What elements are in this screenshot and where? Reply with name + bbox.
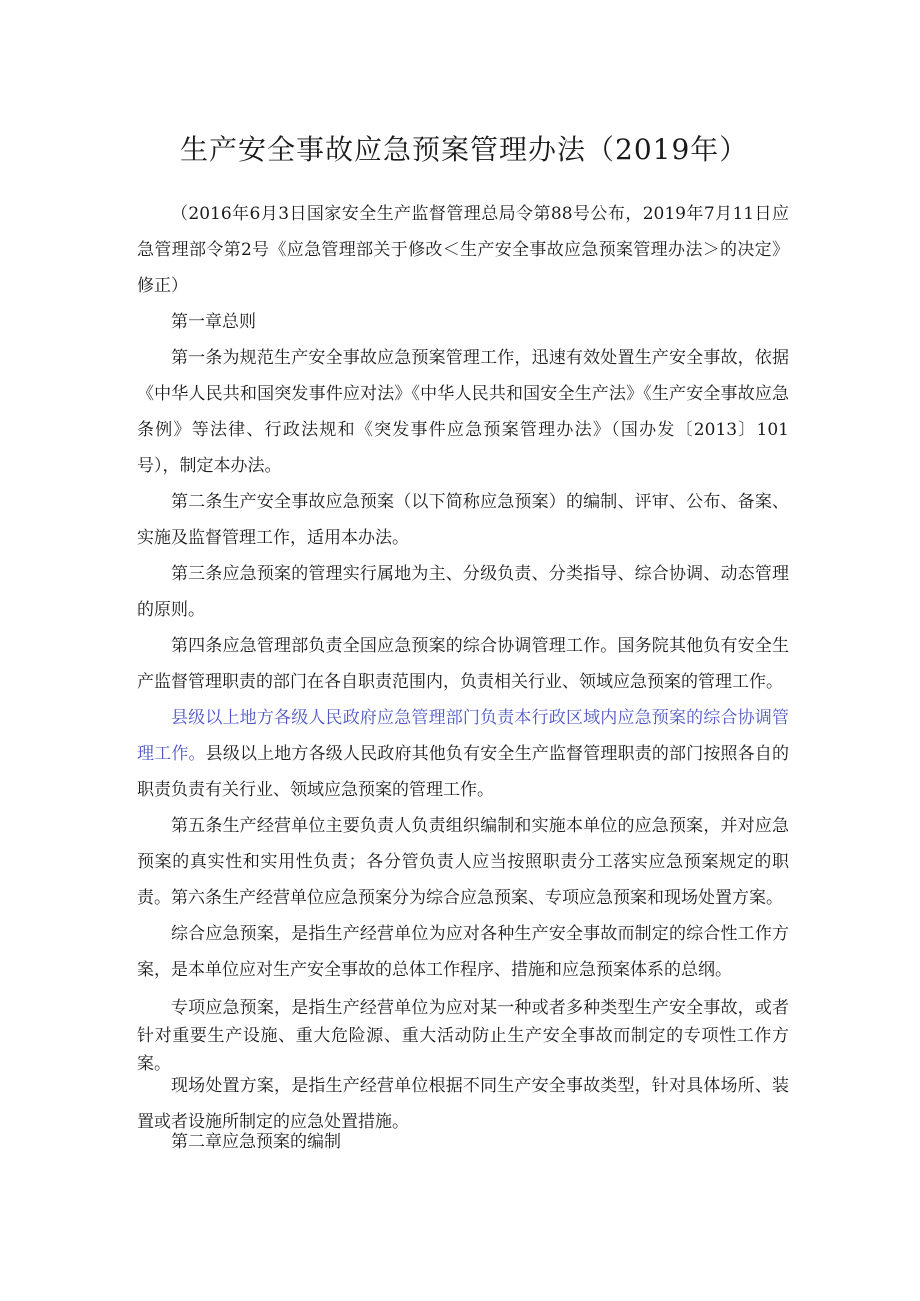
article-4-paragraph-2 [137, 700, 789, 808]
chapter-2-heading: 第二章应急预案的编制 [171, 1132, 341, 1152]
document-title: 生产安全事故应急预案管理办法（2019年） [180, 133, 749, 166]
article-6-comprehensive: 综合应急预案，是指生产经营单位为应对各种生产安全事故而制定的综合性工作方案，是本单位应对生产安全事故的总体工作程序、措施和应急预案体系的总纲。 [137, 924, 789, 980]
amendment-note: （2016年6月3日国家安全生产监督管理总局令第88号公布，2019年7月11日应急管理部令第2号《应急管理部关于修改＜生产安全事故应急预案管理办法＞的决定》修正） [137, 204, 789, 296]
chapter-1-heading: 第一章总则 [171, 312, 256, 332]
article-3: 第三条应急预案的管理实行属地为主、分级负责、分类指导、综合协调、动态管理的原则。 [137, 564, 789, 620]
highlighted-text[interactable]: 县级以上地方各级人民政府应急管理部门负责本行政区域内应急预案的综合协调管理工作。 [137, 708, 789, 764]
article-1: 第一条为规范生产安全事故应急预案管理工作，迅速有效处置生产安全事故，依据《中华人民共和国突发事件应对法》《中华人民共和国安全生产法》《生产安全事故应急条例》等法律、行政法规和《突发事件应急预案管理办法》（国办发〔2013〕101号），制定本办法。 [137, 348, 789, 476]
article-6: 第六条生产经营单位应急预案分为综合应急预案、专项应急预案和现场处置方案。 [171, 888, 783, 908]
article-6-onsite: 现场处置方案，是指生产经营单位根据不同生产安全事故类型，针对具体场所、装置或者设施所制定的应急处置措施。 [137, 1076, 789, 1132]
article-6-special: 专项应急预案，是指生产经营单位为应对某一种或者多种类型生产安全事故，或者针对重要生产设施、重大危险源、重大活动防止生产安全事故而制定的专项性工作方案。 [137, 998, 789, 1074]
article-4-paragraph-2-rest: 县级以上地方各级人民政府其他负有安全生产监督管理职责的部门按照各自的职责负责有关行业、领域应急预案的管理工作。 [137, 744, 790, 800]
article-2: 第二条生产安全事故应急预案（以下简称应急预案）的编制、评审、公布、备案、实施及监督管理工作，适用本办法。 [137, 492, 789, 548]
article-5: 第五条生产经营单位主要负责人负责组织编制和实施本单位的应急预案，并对应急预案的真实性和实用性负责；各分管负责人应当按照职责分工落实应急预案规定的职责。 [137, 816, 789, 908]
article-4: 第四条应急管理部负责全国应急预案的综合协调管理工作。国务院其他负有安全生产监督管理职责的部门在各自职责范围内，负责相关行业、领域应急预案的管理工作。 [137, 636, 789, 692]
